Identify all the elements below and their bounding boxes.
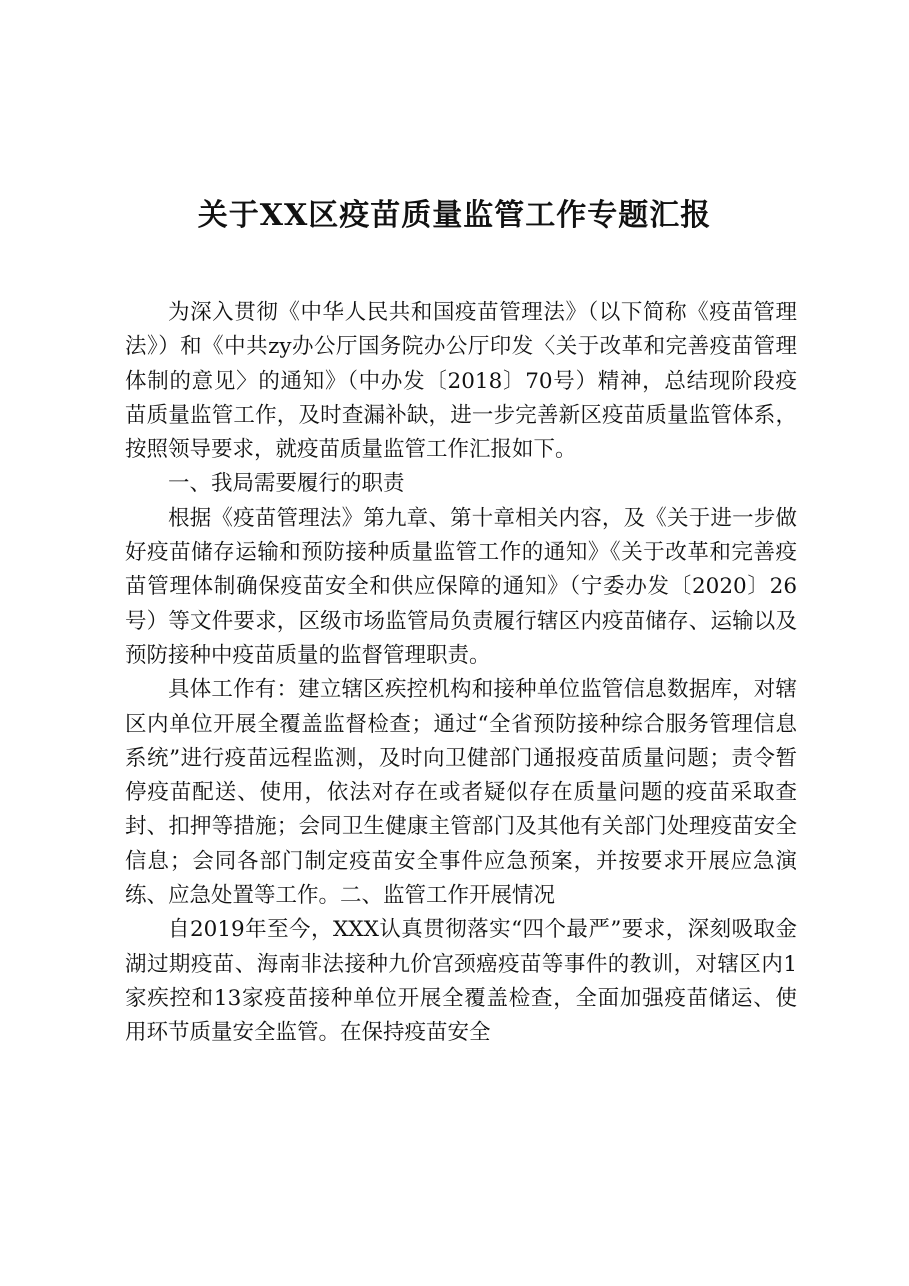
document-body [125,296,797,1051]
paragraph-specific-work: 具体工作有：建立辖区疾控机构和接种单位监管信息数据库，对辖区内单位开展全覆盖监督检查；通过“全省预防接种综合服务管理信息系统”进行疫苗远程监测，及时向卫健部门通报疫苗质量问题；责令暂停疫苗配送、使用，依法对存在或者疑似存在质量问题的疫苗采取查封、扣押等措施；会同卫生健康主管部门及其他有关部门处理疫苗安全信息；会同各部门制定疫苗安全事件应急预案，并按要求开展应急演练、应急处置等工作。二、监管工作开展情况 [125,677,797,909]
document-title: 关于XX区疫苗质量监管工作专题汇报 [197,198,712,233]
paragraph-intro: 为深入贯彻《中华人民共和国疫苗管理法》（以下简称《疫苗管理法》）和《中共zy办公厅国务院办公厅印发〈关于改革和完善疫苗管理体制的意见〉的通知》（中办发〔2018〕70号）精神，总结现阶段疫苗质量监管工作，及时查漏补缺，进一步完善新区疫苗质量监管体系，按照领导要求，就疫苗质量监管工作汇报如下。 [125,300,797,463]
paragraph-legal-basis: 根据《疫苗管理法》第九章、第十章相关内容，及《关于进一步做好疫苗储存运输和预防接种质量监管工作的通知》《关于改革和完善疫苗管理体制确保疫苗安全和供应保障的通知》（宁委办发〔2020〕26号）等文件要求，区级市场监管局负责履行辖区内疫苗储存、运输以及预防接种中疫苗质量的监督管理职责。 [125,505,797,668]
paragraph-progress: 自2019年至今，XXX认真贯彻落实“四个最严”要求，深刻吸取金湖过期疫苗、海南非法接种九价宫颈癌疫苗等事件的教训，对辖区内1家疾控和13家疫苗接种单位开展全覆盖检查，全面加强疫苗储运、使用环节质量安全监管。在保持疫苗安全 [125,917,797,1046]
section-heading-duties: 一、我局需要履行的职责 [168,471,405,497]
